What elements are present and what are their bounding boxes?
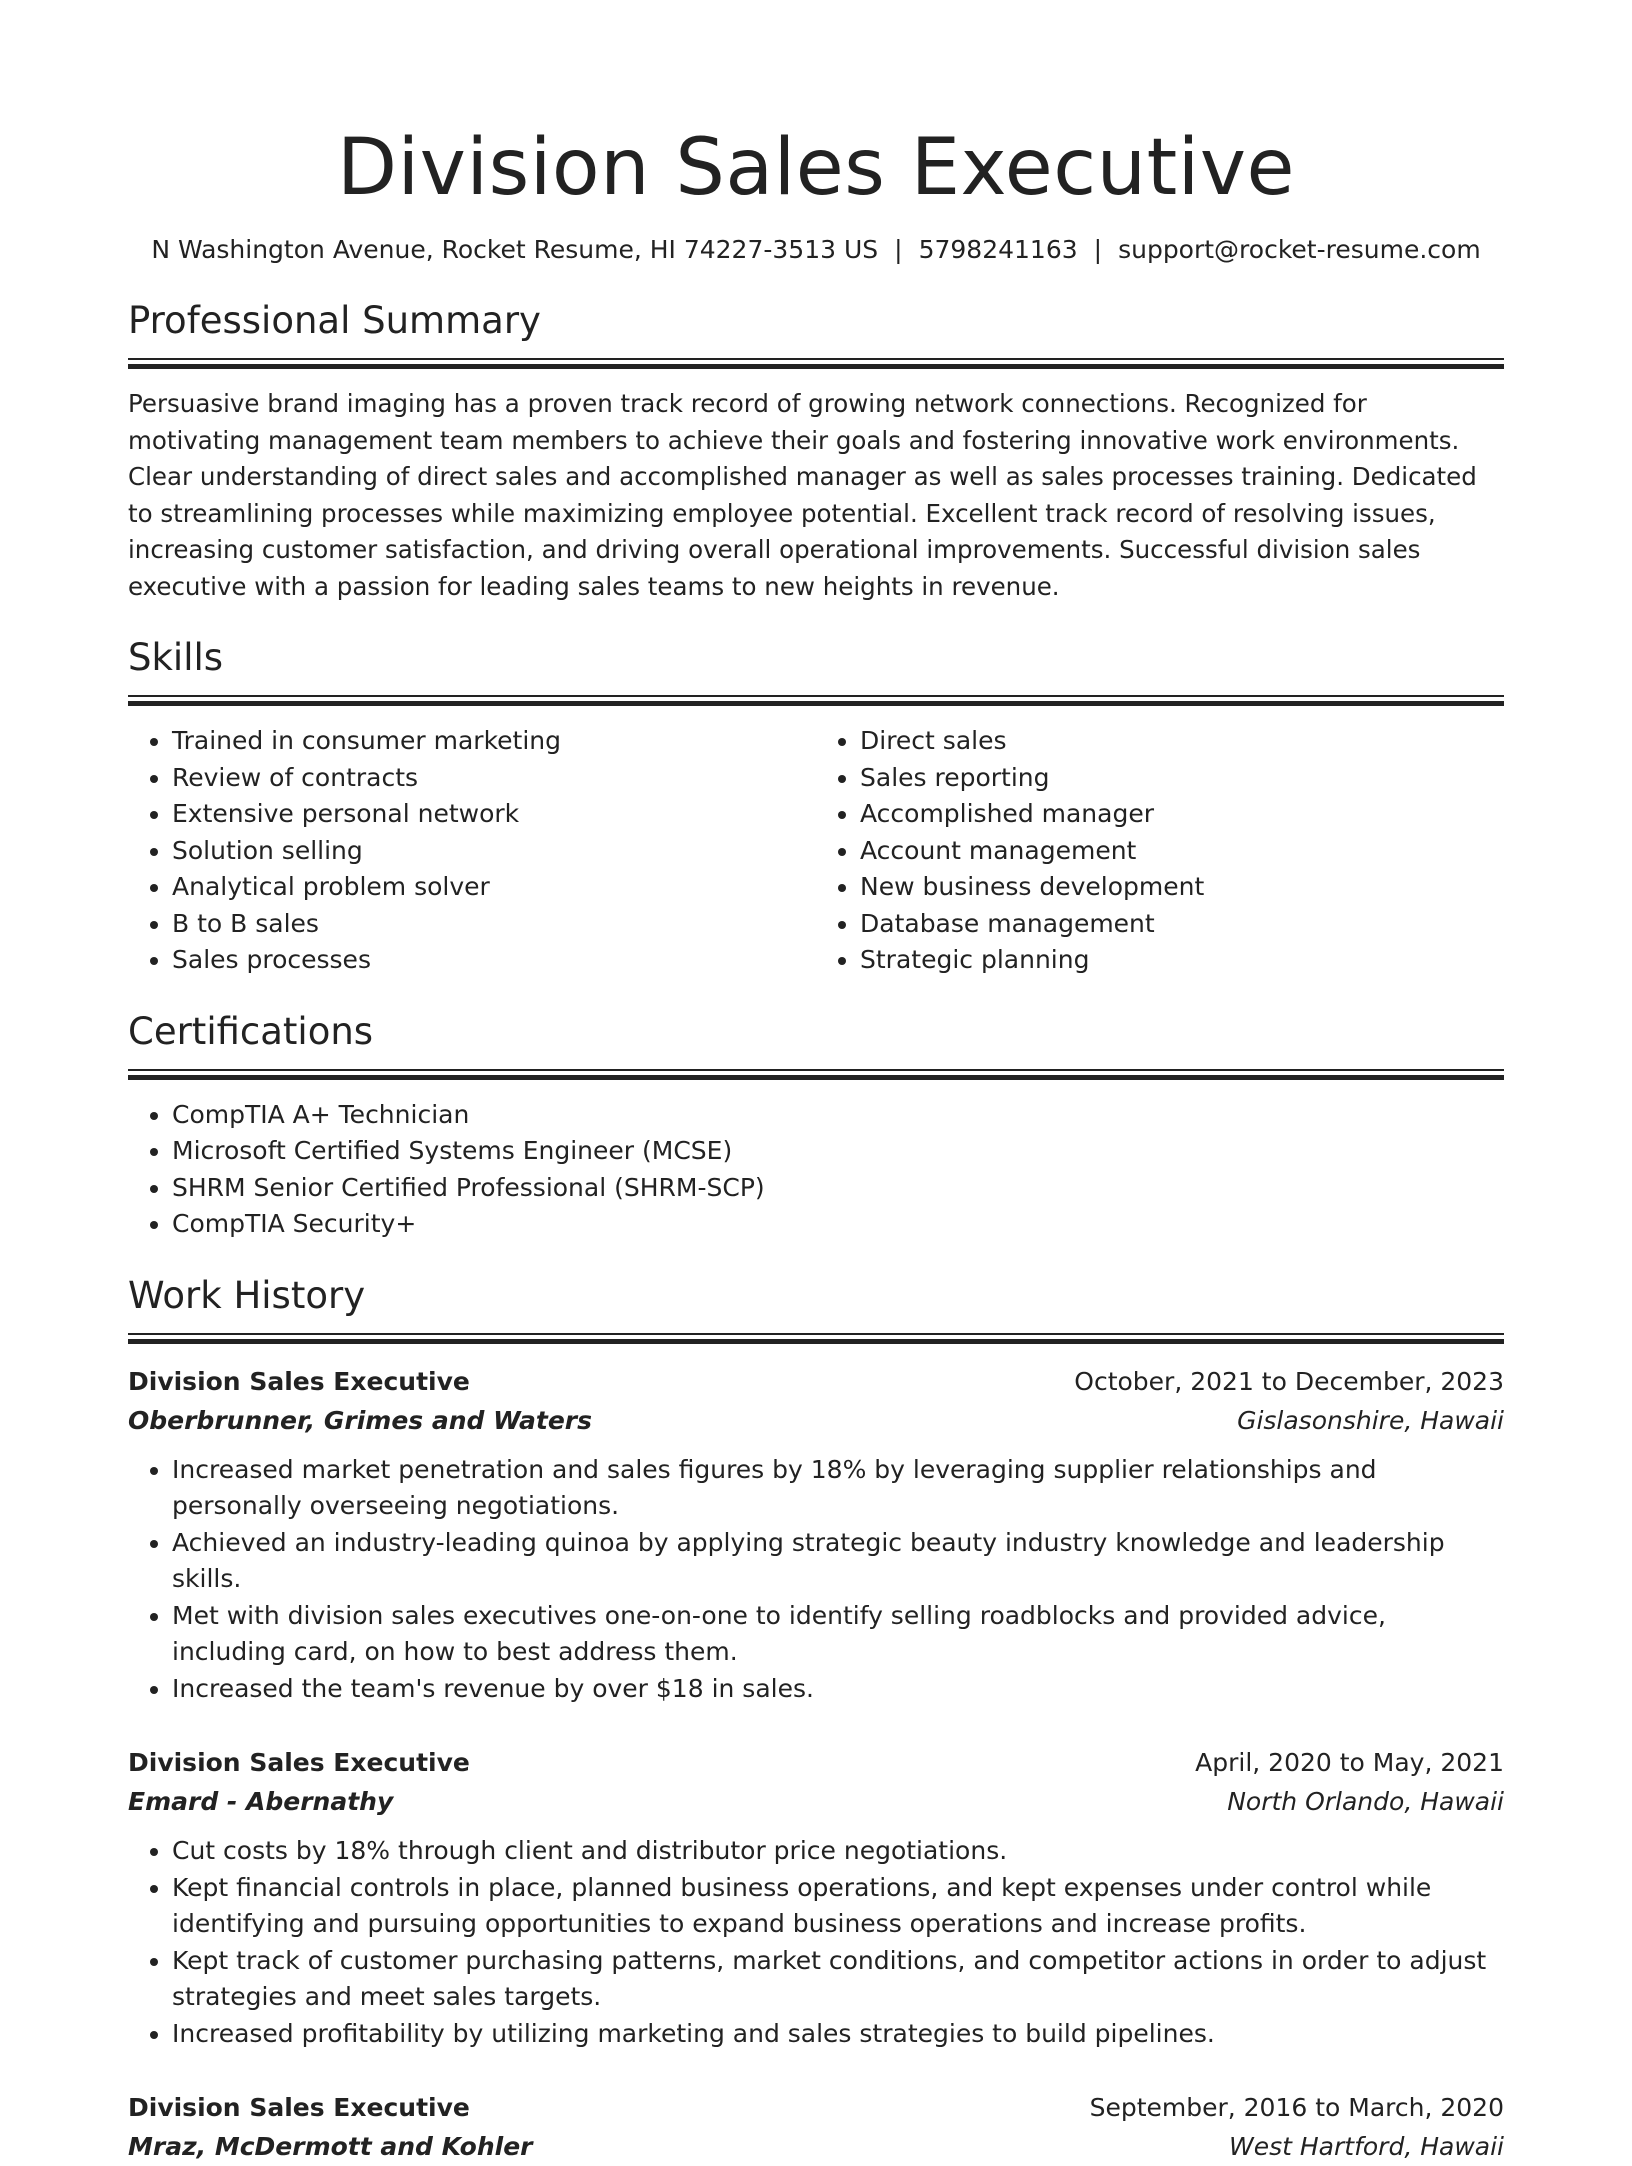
- job-duty: • Increased profitability by utilizing marketing and sales strategies to build pipelines.: [172, 2016, 1504, 2053]
- certifications-list: [128, 1097, 1504, 1243]
- summary-heading: Professional Summary: [128, 298, 1504, 344]
- skill-item: • Sales reporting: [860, 760, 1504, 797]
- job-duty: • Increased market penetration and sales figures by 18% by leveraging supplier relationships and personally overseeing negotiations.: [172, 1452, 1504, 1525]
- contact-address: N Washington Avenue, Rocket Resume, HI 74227-3513 US: [151, 235, 878, 264]
- skill-item: • Strategic planning: [860, 942, 1504, 979]
- skill-item: • Account management: [860, 833, 1504, 870]
- job-duty: • Cut costs by 18% through client and distributor price negotiations.: [172, 1833, 1504, 1870]
- job-duty: • Achieved an industry-leading quinoa by applying strategic beauty industry knowledge and leadership skills.: [172, 1525, 1504, 1598]
- summary-section: [128, 298, 1504, 605]
- section-divider: [128, 1069, 1504, 1080]
- skill-item: • Extensive personal network: [172, 796, 816, 833]
- contact-separator: |: [878, 235, 918, 264]
- skills-section: [128, 635, 1504, 979]
- job-company: Mraz, McDermott and Kohler: [128, 2127, 533, 2166]
- job-duty: • Increased the team's revenue by over $18 in sales.: [172, 1671, 1504, 1708]
- resume-name: Division Sales Executive: [128, 0, 1504, 218]
- job-company: Oberbrunner, Grimes and Waters: [128, 1401, 592, 1440]
- skill-item: • Trained in consumer marketing: [172, 723, 816, 760]
- job-entry: [128, 1743, 1504, 2052]
- section-divider: [128, 1333, 1504, 1344]
- job-header-row: [128, 2088, 1504, 2127]
- job-header-row: [128, 1362, 1504, 1401]
- job-company-row: [128, 1782, 1504, 1821]
- job-location: West Hartford, Hawaii: [1229, 2127, 1504, 2166]
- contact-line: [128, 232, 1504, 268]
- job-duty: • Kept financial controls in place, planned business operations, and kept expenses under control while identifying and pursuing opportunities to expand business operations and increase profits.: [172, 1870, 1504, 1943]
- contact-phone: 5798241163: [919, 235, 1078, 264]
- skill-item: • New business development: [860, 869, 1504, 906]
- job-entry: [128, 2088, 1504, 2166]
- work-history-heading: Work History: [128, 1273, 1504, 1319]
- work-history-section: [128, 1273, 1504, 2166]
- skill-item: • Direct sales: [860, 723, 1504, 760]
- skill-item: • Analytical problem solver: [172, 869, 816, 906]
- job-company-row: [128, 1401, 1504, 1440]
- summary-text: Persuasive brand imaging has a proven track record of growing network connections. Recognized for motivating management team members to achieve their goals and fostering innovative work environments. Clear understanding of direct sales and accomplished manager as well as sales processes training. Dedicated to streamlining processes while maximizing employee potential. Excellent track record of resolving issues, increasing customer satisfaction, and driving overall operational improvements. Successful division sales executive with a passion for leading sales teams to new heights in revenue.: [128, 386, 1504, 605]
- skills-list-left: [128, 723, 816, 979]
- certification-item: • CompTIA A+ Technician: [172, 1097, 1504, 1134]
- job-dates: September, 2016 to March, 2020: [1090, 2088, 1504, 2127]
- section-divider: [128, 358, 1504, 369]
- job-duty: • Kept track of customer purchasing patterns, market conditions, and competitor actions in order to adjust strategies and meet sales targets.: [172, 1943, 1504, 2016]
- job-location: North Orlando, Hawaii: [1227, 1782, 1504, 1821]
- job-title: Division Sales Executive: [128, 1743, 470, 1782]
- job-header-row: [128, 1743, 1504, 1782]
- job-dates: April, 2020 to May, 2021: [1195, 1743, 1504, 1782]
- job-company-row: [128, 2127, 1504, 2166]
- skill-item: • Review of contracts: [172, 760, 816, 797]
- skill-item: • Sales processes: [172, 942, 816, 979]
- job-duty: • Met with division sales executives one-on-one to identify selling roadblocks and provided advice, including card, on how to best address them.: [172, 1598, 1504, 1671]
- job-entry: [128, 1362, 1504, 1708]
- job-title: Division Sales Executive: [128, 2088, 470, 2127]
- certification-item: • Microsoft Certified Systems Engineer (MCSE): [172, 1133, 1504, 1170]
- skills-heading: Skills: [128, 635, 1504, 681]
- skill-item: • Accomplished manager: [860, 796, 1504, 833]
- certifications-section: [128, 1009, 1504, 1243]
- section-divider: [128, 695, 1504, 706]
- skill-item: • B to B sales: [172, 906, 816, 943]
- job-title: Division Sales Executive: [128, 1362, 470, 1401]
- skills-list-right: [816, 723, 1504, 979]
- job-dates: October, 2021 to December, 2023: [1074, 1362, 1504, 1401]
- certifications-heading: Certifications: [128, 1009, 1504, 1055]
- job-duties-list: [128, 1833, 1504, 2052]
- job-company: Emard - Abernathy: [128, 1782, 393, 1821]
- certification-item: • SHRM Senior Certified Professional (SHRM-SCP): [172, 1170, 1504, 1207]
- contact-separator: |: [1078, 235, 1118, 264]
- contact-email: support@rocket-resume.com: [1118, 235, 1481, 264]
- skill-item: • Database management: [860, 906, 1504, 943]
- skills-grid: [128, 706, 1504, 979]
- job-duties-list: [128, 1452, 1504, 1708]
- certification-item: • CompTIA Security+: [172, 1206, 1504, 1243]
- job-location: Gislasonshire, Hawaii: [1237, 1401, 1504, 1440]
- skill-item: • Solution selling: [172, 833, 816, 870]
